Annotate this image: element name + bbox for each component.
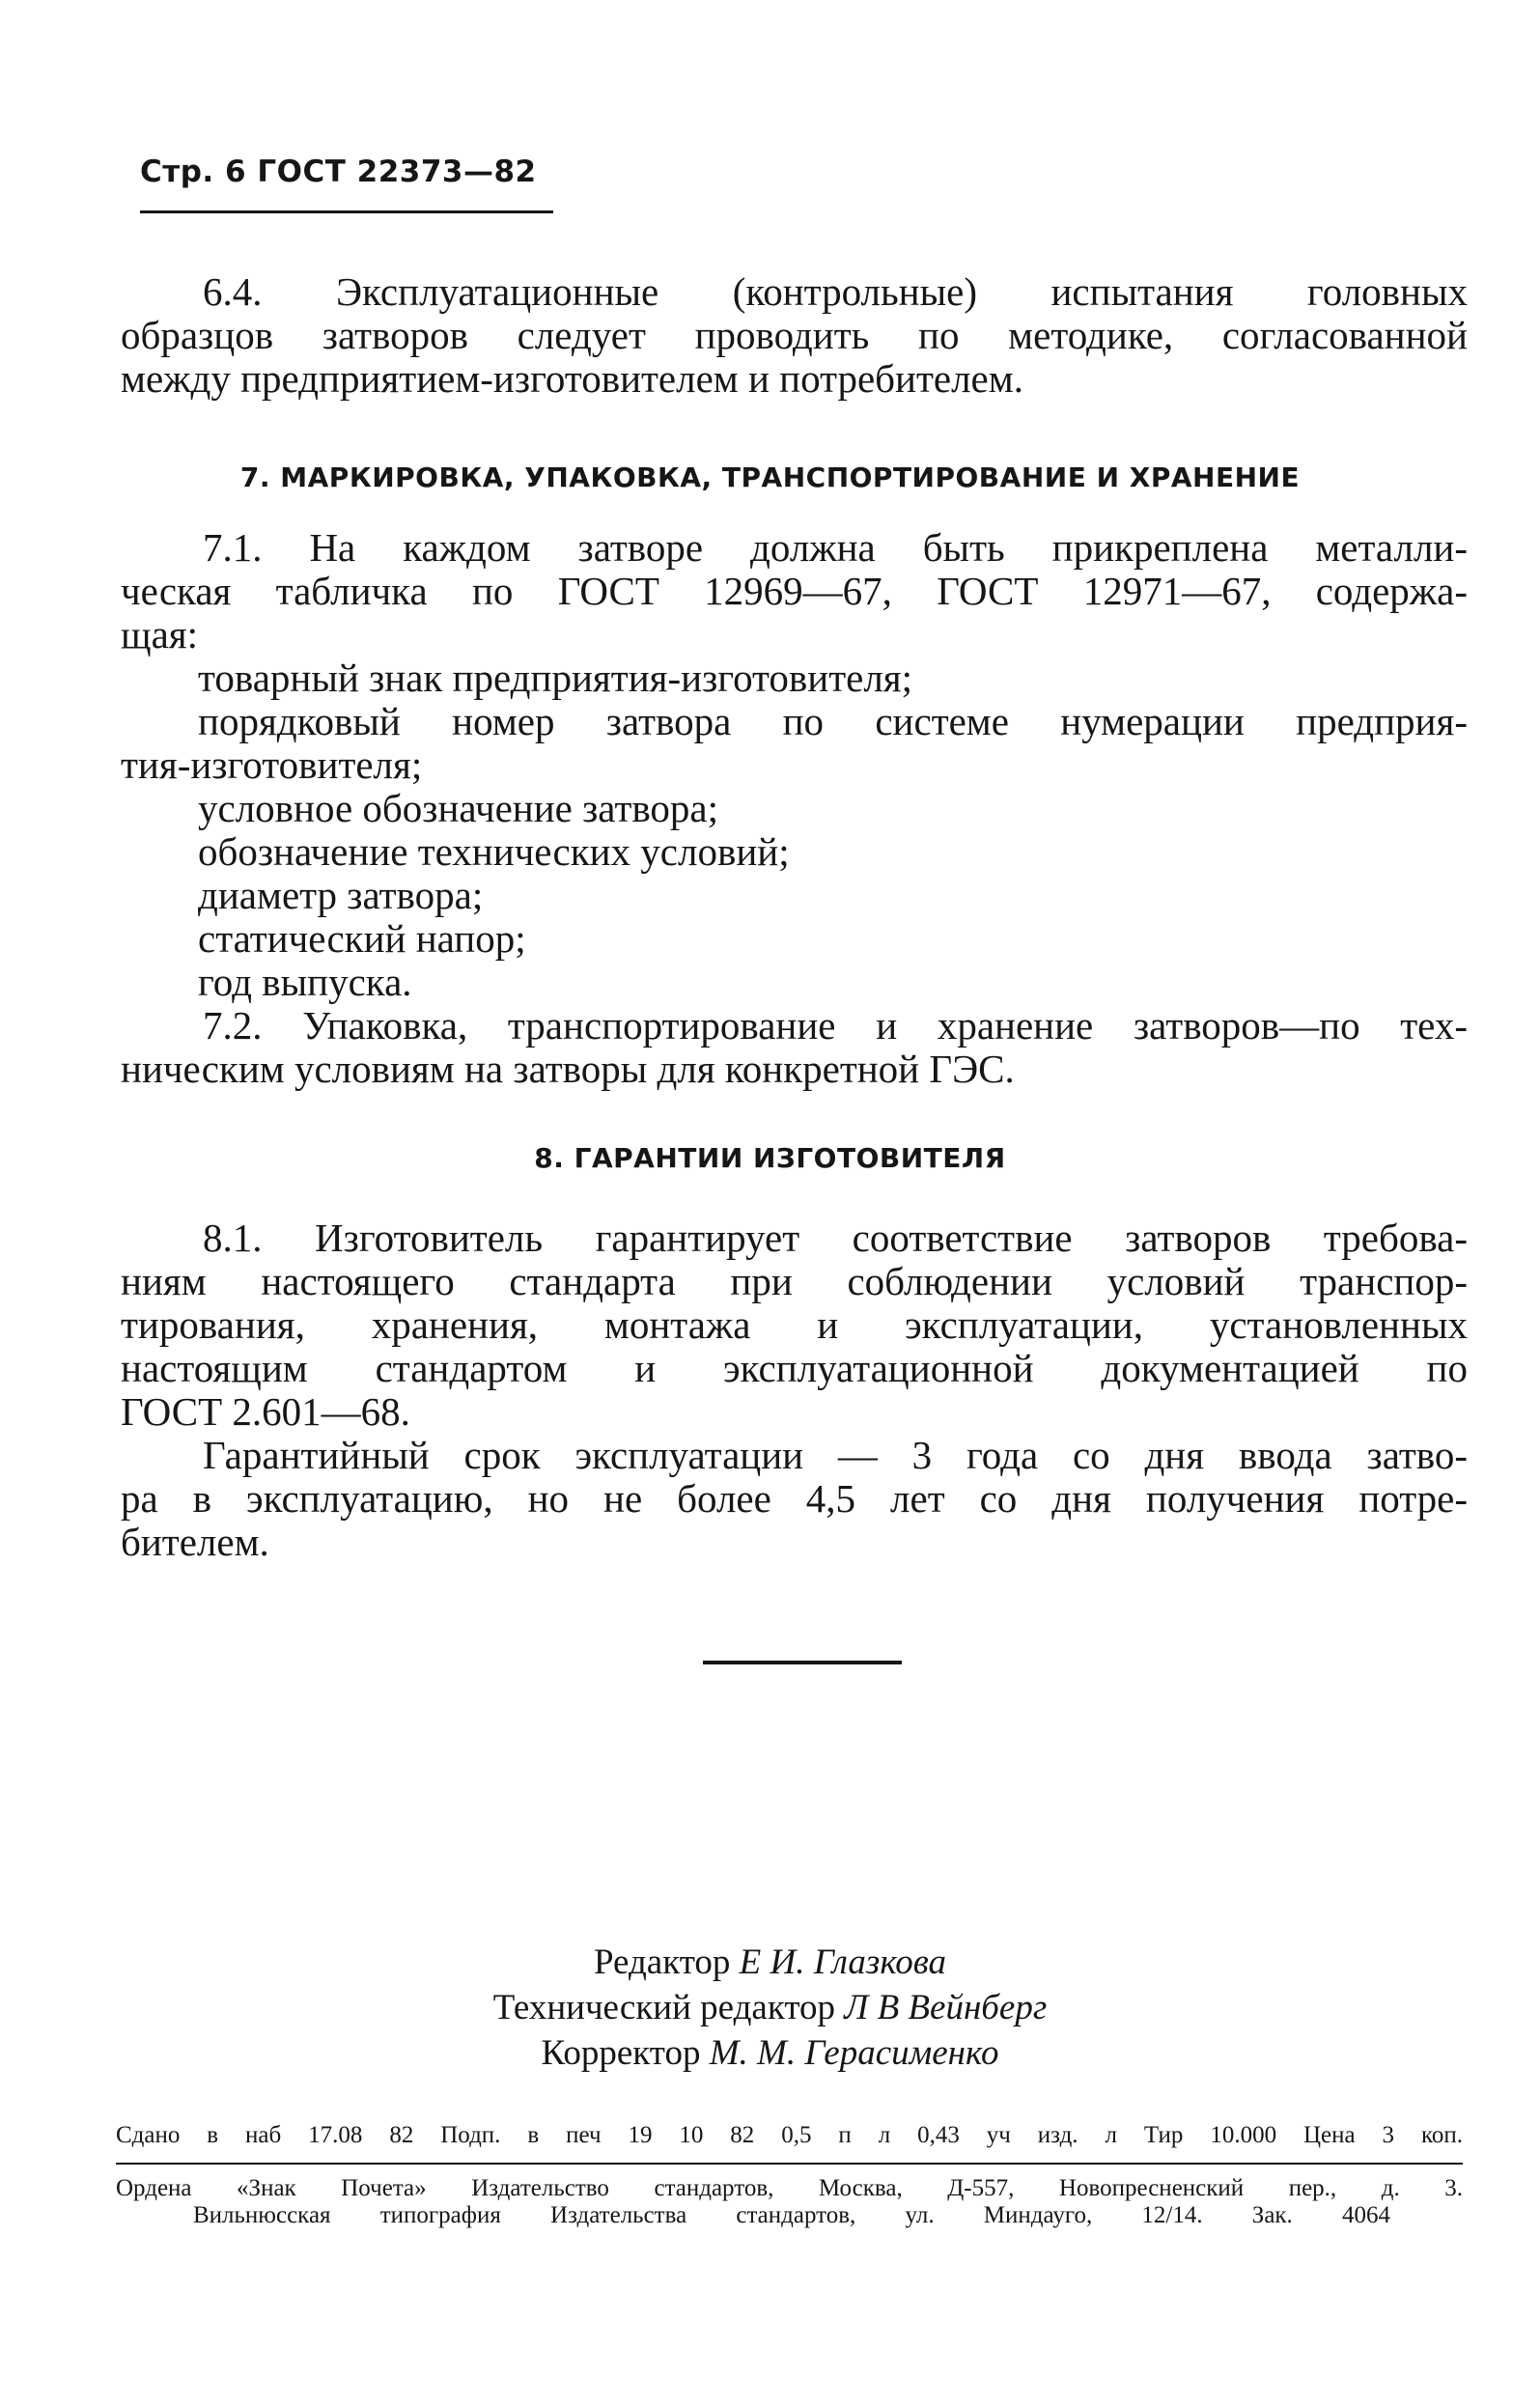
section-8-body — [121, 1216, 1468, 1564]
imprint-line-1: Сдано в наб 17.08 82 Подп. в печ 19 10 82 0,5 п л 0,43 уч изд. л Тир 10.000 Цена 3 коп. — [116, 2122, 1463, 2148]
text-line: щая: — [121, 612, 199, 657]
imprint-rule — [116, 2163, 1463, 2165]
text-line: ниям настоящего стандарта при соблюдении условий транспор- — [121, 1259, 1468, 1303]
editor-name: Е И. Глазкова — [739, 1943, 947, 1982]
corrector-role: Корректор — [541, 2033, 701, 2073]
list-item: диаметр затвора; — [198, 873, 484, 917]
imprint-line-2: Ордена «Знак Почета» Издательство стандартов, Москва, Д-557, Новопресненский пер., д. 3. — [116, 2175, 1463, 2201]
corrector-name: М. М. Герасименко — [709, 2033, 999, 2073]
text-line: между предприятием-изготовителем и потребителем. — [121, 356, 1023, 401]
paragraph-6-4 — [121, 270, 1468, 401]
running-head: Стр. 6 ГОСТ 22373—82 — [140, 154, 537, 189]
header-rule — [140, 210, 553, 213]
text-line: ническим условиям на затворы для конкретной ГЭС. — [121, 1047, 1015, 1091]
list-item: товарный знак предприятия-изготовителя; — [198, 656, 913, 700]
list-item: тия-изготовителя; — [121, 742, 423, 787]
text-line: ческая табличка по ГОСТ 12969—67, ГОСТ 12971—67, содержа- — [121, 569, 1468, 613]
section-7-heading: 7. МАРКИРОВКА, УПАКОВКА, ТРАНСПОРТИРОВАНИЕ И ХРАНЕНИЕ — [239, 461, 1301, 493]
editor-credit — [0, 1941, 1540, 1984]
text-line: настоящим стандартом и эксплуатационной документацией по — [121, 1346, 1468, 1390]
list-item: условное обозначение затвора; — [198, 786, 719, 830]
tech-editor-credit — [0, 1986, 1540, 2029]
list-item: год выпуска. — [198, 960, 412, 1004]
imprint-line-3: Вильнюсская типография Издательства стандартов, ул. Миндауго, 12/14. Зак. 4064 — [193, 2202, 1390, 2228]
text-line: 7.2. Упаковка, транспортирование и хранение затворов—по тех- — [203, 1003, 1468, 1048]
text-line: образцов затворов следует проводить по методике, согласованной — [121, 313, 1468, 357]
end-rule — [703, 1661, 902, 1664]
text-line: бителем. — [121, 1520, 269, 1564]
text-line: ГОСТ 2.601—68. — [121, 1389, 410, 1434]
list-item: порядковый номер затвора по системе нумерации предприя- — [198, 699, 1468, 743]
text-line: Гарантийный срок эксплуатации — 3 года со дня ввода затво- — [203, 1433, 1468, 1477]
editor-role: Редактор — [593, 1943, 731, 1982]
section-8-heading: 8. ГАРАНТИИ ИЗГОТОВИТЕЛЯ — [534, 1142, 1006, 1174]
text-line: тирования, хранения, монтажа и эксплуатации, установленных — [121, 1302, 1468, 1347]
text-line: 7.1. На каждом затворе должна быть прикреплена металли- — [203, 525, 1468, 570]
tech-editor-name: Л В Вейнберг — [844, 1988, 1048, 2027]
corrector-credit — [0, 2031, 1540, 2075]
list-item: обозначение технических условий; — [198, 829, 790, 874]
text-line: 8.1. Изготовитель гарантирует соответствие затворов требова- — [203, 1216, 1468, 1260]
tech-editor-role: Технический редактор — [492, 1988, 836, 2027]
text-line: 6.4. Эксплуатационные (контрольные) испытания головных — [203, 269, 1468, 314]
text-line: ра в эксплуатацию, но не более 4,5 лет со дня получения потре- — [121, 1476, 1468, 1521]
section-7-body — [121, 526, 1468, 1091]
list-item: статический напор; — [198, 916, 526, 961]
